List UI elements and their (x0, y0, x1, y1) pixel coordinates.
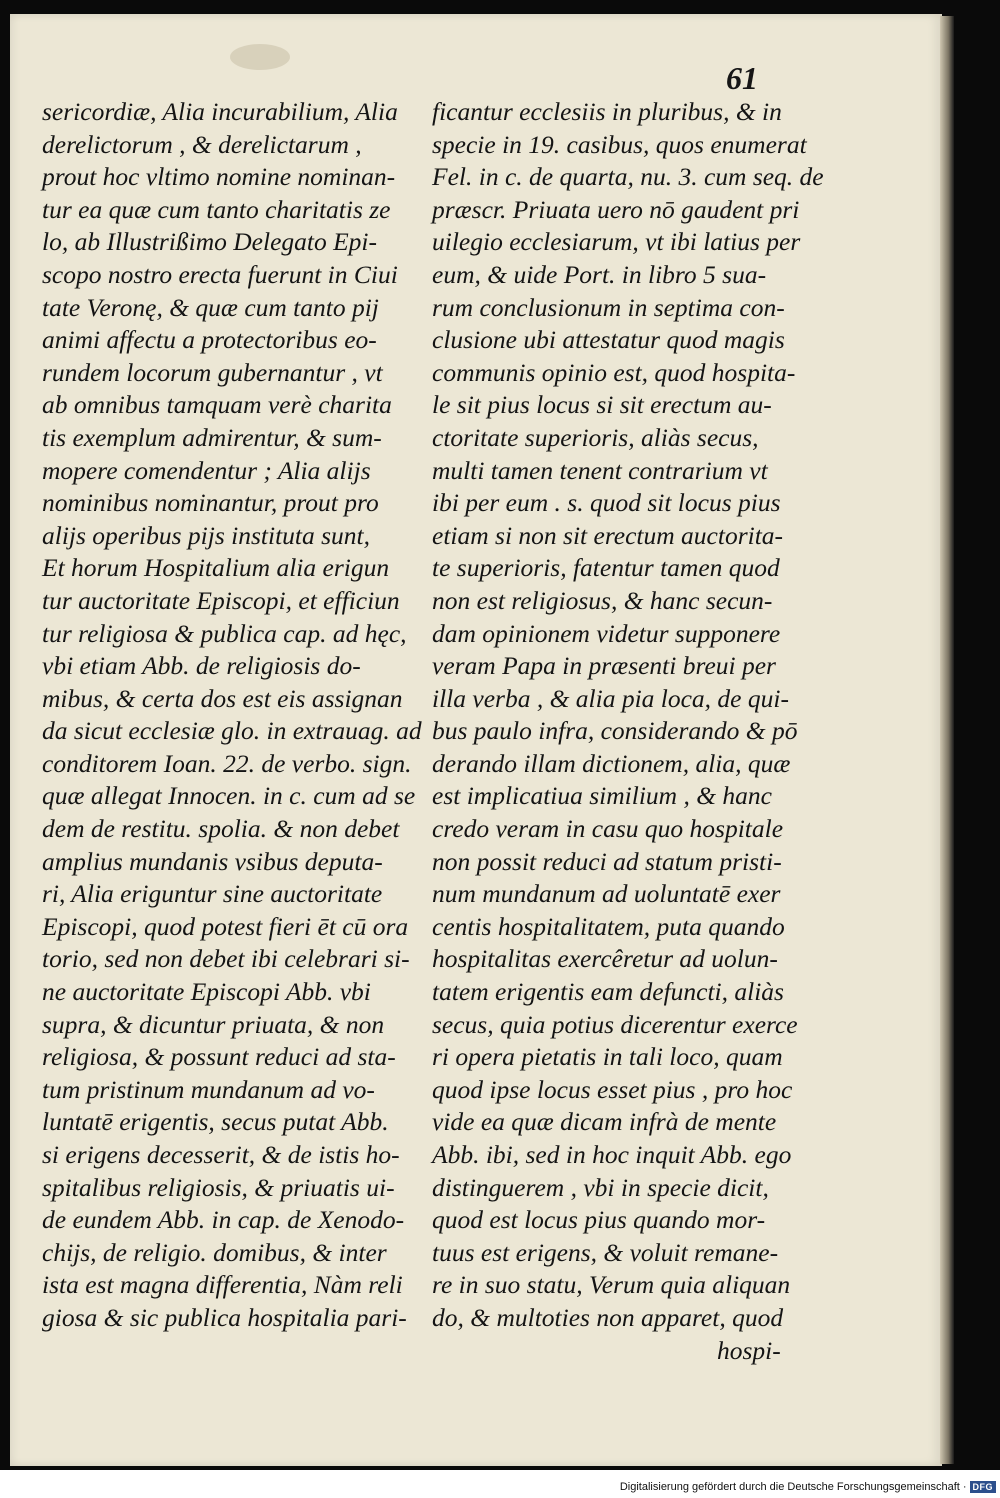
text-line: centis hospitalitatem, puta quando (432, 911, 785, 941)
text-line: ne auctoritate Episcopi Abb. vbi (42, 977, 371, 1007)
text-line: ibi per eum . s. quod sit locus pius (432, 488, 781, 518)
text-line: Et horum Hospitalium alia erigun (42, 553, 390, 583)
text-line: tatem erigentis eam defuncti, aliàs (432, 977, 784, 1007)
footer-separator: · (962, 1481, 967, 1493)
text-line: illa verba , & alia pia loca, de qui- (432, 683, 789, 713)
text-line: tuus est erigens, & voluit remane- (432, 1237, 779, 1267)
text-line: giosa & sic publica hospitalia pari- (42, 1302, 407, 1332)
text-line: vbi etiam Abb. de religiosis do- (42, 651, 361, 681)
text-line: tur ea quæ cum tanto charitatis ze (42, 194, 391, 224)
text-line: distinguerem , vbi in specie dicit, (432, 1172, 769, 1202)
text-line: Episcopi, quod potest fieri ēt cū ora (42, 911, 409, 941)
text-line: ab omnibus tamquam verè charita (42, 390, 392, 420)
text-line: specie in 19. casibus, quos enumerat (432, 129, 807, 159)
text-line: tur religiosa & publica cap. ad hęc, (42, 618, 407, 648)
footer-text: Digitalisierung gefördert durch die Deutsche Forschungsgemeinschaft (619, 1481, 960, 1493)
text-line: le sit pius locus si sit erectum au- (432, 390, 772, 420)
text-line: rundem locorum gubernantur , vt (42, 357, 383, 387)
text-line: supra, & dicuntur priuata, & non (42, 1009, 385, 1039)
page-edge-shadow (940, 16, 954, 1464)
text-line: quod est locus pius quando mor- (432, 1205, 766, 1235)
text-line: veram Papa in præsenti breui per (432, 651, 776, 681)
left-text-column (42, 96, 432, 1335)
text-line: torio, sed non debet ibi celebrari si- (42, 944, 410, 974)
text-line: do, & multoties non apparet, quod (432, 1302, 784, 1332)
dfg-logo-icon: DFG (970, 1481, 997, 1493)
catchword: hospi- (717, 1335, 781, 1365)
text-line: præscr. Priuata uero nō gaudent pri (432, 194, 800, 224)
text-line: bus paulo infra, considerando & pō (432, 716, 798, 746)
text-line: ri opera pietatis in tali loco, quam (432, 1042, 783, 1072)
text-line: luntatē erigentis, secus putat Abb. (42, 1107, 389, 1137)
page-number: 61 (726, 60, 758, 96)
text-line: si erigens decesserit, & de istis ho- (42, 1140, 400, 1169)
text-line: communis opinio est, quod hospita- (432, 357, 796, 387)
text-line: tate Veronę, & quæ cum tanto pij (42, 292, 379, 322)
text-line: nominibus nominantur, prout pro (42, 488, 379, 518)
text-line: te superioris, fatentur tamen quod (432, 553, 780, 583)
text-line: hospitalitas exercêretur ad uolun- (432, 944, 778, 974)
text-line: tum pristinum mundanum ad vo- (42, 1074, 375, 1104)
text-line: dem de restitu. spolia. & non debet (42, 814, 400, 844)
text-line: religiosa, & possunt reduci ad sta- (42, 1042, 396, 1072)
text-line: chijs, de religio. domibus, & inter (42, 1237, 387, 1267)
text-line: spitalibus religiosis, & priuatis ui- (42, 1172, 395, 1202)
right-text-column (432, 96, 822, 1367)
text-line: derando illam dictionem, alia, quæ (432, 748, 791, 778)
text-line: quæ allegat Innocen. in c. cum ad se (42, 781, 416, 811)
text-line: uilegio ecclesiarum, vt ibi latius per (432, 227, 801, 257)
text-line: scopo nostro erecta fuerunt in Ciui (42, 259, 398, 289)
text-line: num mundanum ad uoluntatē exer (432, 879, 781, 909)
footer-credit (620, 1481, 996, 1493)
text-line: eum, & uide Port. in libro 5 sua- (432, 259, 767, 289)
text-line: ista est magna differentia, Nàm reli (42, 1270, 403, 1300)
paper-stain (230, 44, 290, 70)
text-line: secus, quia potius dicerentur exerce (432, 1009, 798, 1039)
text-line: ficantur ecclesiis in pluribus, & in (432, 97, 782, 126)
text-line: non est religiosus, & hanc secun- (432, 585, 773, 615)
text-line: tis exemplum admirentur, & sum- (42, 422, 382, 452)
text-line: clusione ubi attestatur quod magis (432, 325, 785, 355)
text-line: amplius mundanis vsibus deputa- (42, 846, 383, 876)
text-line: animi affectu a protectoribus eo- (42, 325, 377, 355)
text-line: vide ea quæ dicam infrà de mente (432, 1107, 777, 1137)
text-line: multi tamen tenent contrarium vt (432, 455, 768, 485)
text-line: de eundem Abb. in cap. de Xenodo- (42, 1205, 405, 1235)
text-line: da sicut ecclesiæ glo. in extrauag. ad (42, 716, 422, 746)
text-line: credo veram in casu quo hospitale (432, 814, 784, 844)
text-line: derelictorum , & derelictarum , (42, 129, 362, 159)
text-line: quod ipse locus esset pius , pro hoc (432, 1074, 793, 1104)
text-line: dam opinionem videtur supponere (432, 618, 781, 648)
text-line: ctoritate superioris, aliàs secus, (432, 422, 759, 452)
text-line: Abb. ibi, sed in hoc inquit Abb. ego (432, 1140, 792, 1169)
text-line: prout hoc vltimo nomine nominan- (42, 162, 396, 192)
text-line: ri, Alia eriguntur sine auctoritate (42, 879, 383, 909)
text-line: alijs operibus pijs instituta sunt, (42, 520, 371, 550)
text-line: tur auctoritate Episcopi, et efficiun (42, 585, 400, 615)
text-line: sericordiæ, Alia incurabilium, Alia (42, 97, 398, 126)
text-line: est implicatiua similium , & hanc (432, 781, 772, 811)
text-line: conditorem Ioan. 22. de verbo. sign. (42, 748, 412, 778)
text-line: Fel. in c. de quarta, nu. 3. cum seq. de (432, 162, 824, 192)
text-line: etiam si non sit erectum auctorita- (432, 520, 784, 550)
text-line: mopere comendentur ; Alia alijs (42, 455, 371, 485)
text-line: mibus, & certa dos est eis assignan (42, 683, 403, 713)
text-line: re in suo statu, Verum quia aliquan (432, 1270, 791, 1300)
text-line: non possit reduci ad statum pristi- (432, 846, 782, 876)
text-line: lo, ab Illustrißimo Delegato Epi- (42, 227, 378, 257)
text-line: rum conclusionum in septima con- (432, 292, 785, 322)
